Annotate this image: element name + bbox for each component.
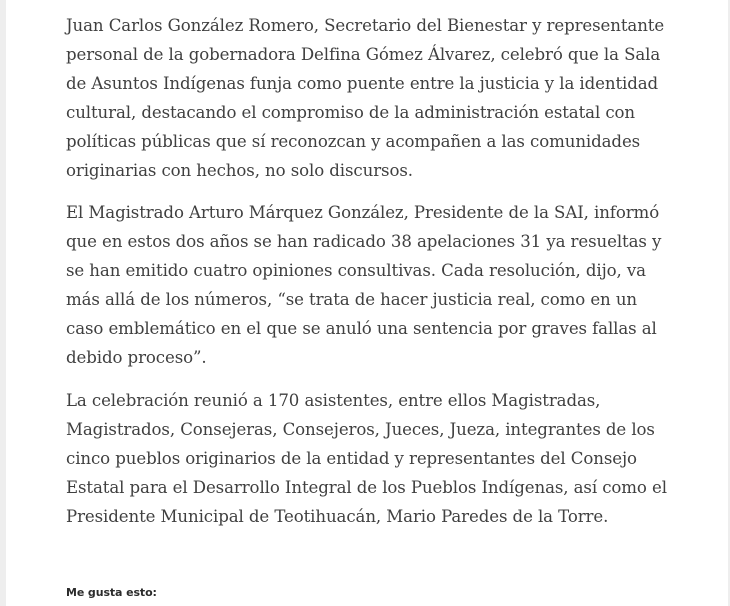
article-paragraph: La celebración reunió a 170 asistentes, entre ellos Magistradas, Magistrados, Consejeras, Consejeros, Jueces, Jueza, integrantes de los cinco pueblos originarios de la entidad y representantes del Consejo Estatal para el Desarrollo Integral de los Pueblos Indígenas, así como el Presidente Municipal de Teotihuacán, Mario Paredes de la Torre. bbox=[66, 390, 667, 526]
article-paragraph: Juan Carlos González Romero, Secretario del Bienestar y representante personal de la gobernadora Delfina Gómez Álvarez, celebró que la Sala de Asuntos Indígenas funja como puente entre la justicia y la identidad cultural, destacando el compromiso de la administración estatal con políticas públicas que sí reconozcan y acompañen a las comunidades originarias con hechos, no solo discursos. bbox=[66, 16, 665, 180]
article-paragraph: El Magistrado Arturo Márquez González, Presidente de la SAI, informó que en estos dos años se han radicado 38 apelaciones 31 ya resueltas y se han emitido cuatro opiniones consultivas. Cada resolución, dijo, va más allá de los números, “se trata de hacer justicia real, como en un caso emblemático en el que se anuló una sentencia por graves fallas al debido proceso”. bbox=[66, 203, 662, 367]
likes-heading: Me gusta esto: bbox=[66, 586, 157, 599]
article-body bbox=[66, 12, 668, 545]
article-page bbox=[6, 0, 728, 606]
